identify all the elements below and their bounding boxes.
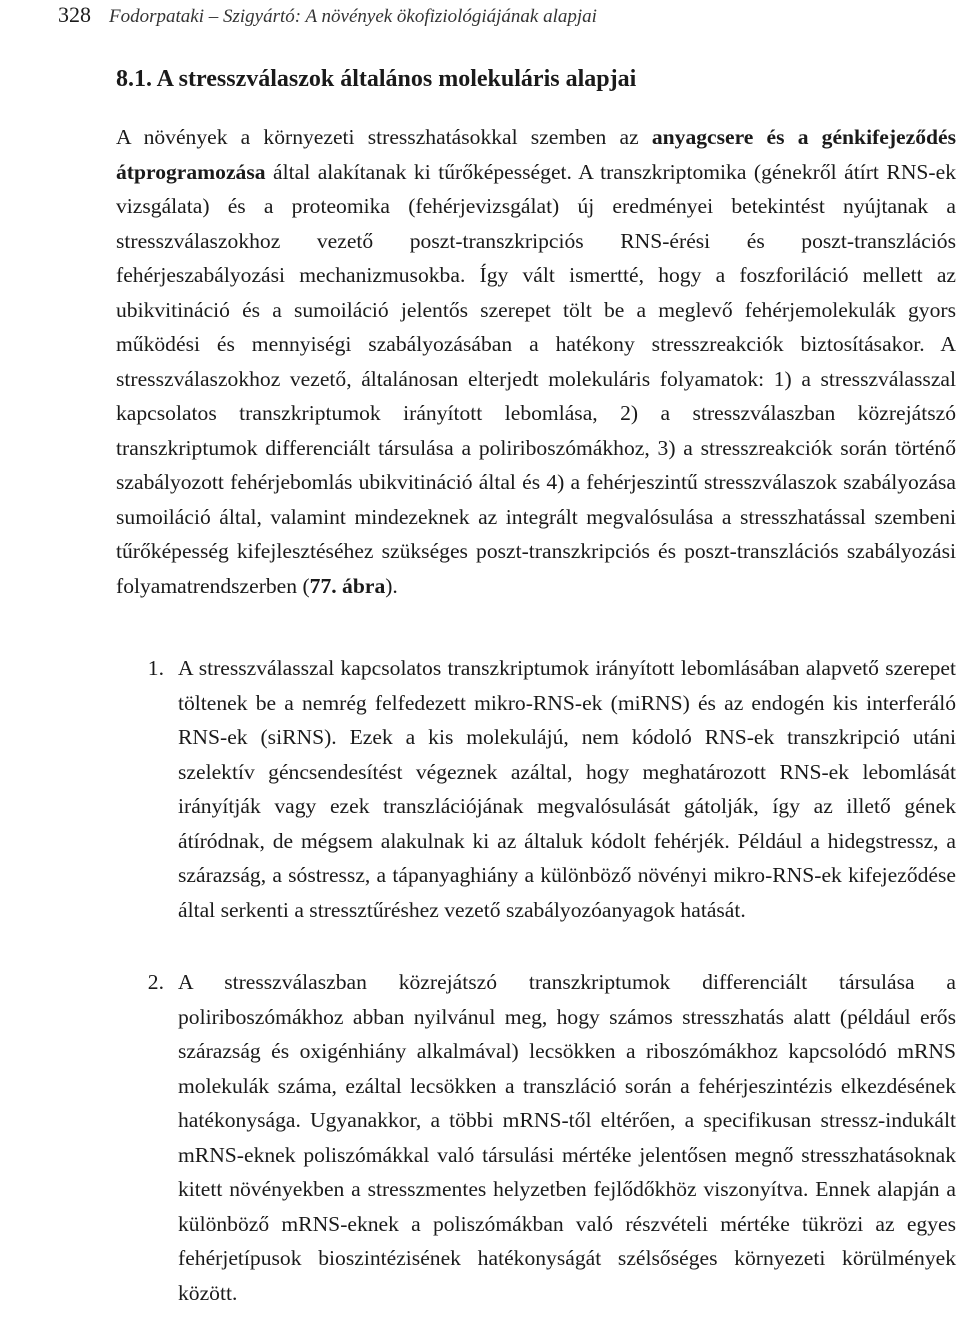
list-item-number: 2. [147, 970, 164, 994]
page-number: 328 [58, 2, 91, 27]
running-title: Fodorpataki – Szigyártó: A növények ökofiziológiájának alapjai [109, 6, 597, 27]
paragraph-text-2: által alakítanak ki tűrőképességet. A transzkriptomika (génekről átírt RNS-ek vizsgálata) és a proteomika (fehérjevizsgálat) új eredményei betekintést nyújtanak a stresszválaszokhoz vezető poszt-transzkripciós RNS-érési és poszt-transzlációs fehérjeszabályozási mechanizmusokba. Így vált ismertté, hogy a foszforiláció mellett az ubikvitináció és a sumoiláció jelentős szerepet tölt be a meglevő fehérjemolekulák gyors működési és mennyiségi szabályozásában a hatékony stresszreakciók biztosításakor. A stresszválaszokhoz vezető, általánosan elterjedt molekuláris folyamatok: 1) a stresszválasszal kapcsolatos transzkriptumok irányított lebomlása, 2) a stresszválaszban közrejátszó transzkriptumok differenciált társulása a poliriboszómákhoz, 3) a stresszreakciók során történő szabályozott fehérjebomlás ubikvitináció által és 4) a fehérjeszintű stresszválaszok szabályozása sumoiláció által, valamint mindezeknek az integrált megvalósulása a stresszhatással szembeni tűrőképesség kifejlesztéséhez szükséges poszt-transzkripciós és poszt-transzlációs szabályozási folyamatrendszerben ( [116, 159, 956, 598]
paragraph-text-3: ). [385, 573, 398, 598]
paragraph-bold-term: anyagcsere és a génkifejeződés átprogramozása [116, 125, 956, 184]
list-item-text: A stresszválasszal kapcsolatos transzkriptumok irányított lebomlásában alapvető szerepet töltenek be a nemrég felfedezett mikro-RNS-ek (miRNS) és az endogén kis interferáló RNS-ek (siRNS). Ezek a kis molekulájú, nem kódoló RNS-ek transzkripció utáni szelektív géncsendesítést végeznek azáltal, hogy meghatározott RNS-ek lebomlását irányítják vagy ezek transzlációjának megvalósulását gátolják, így az illető gének átíródnak, de mégsem alakulnak ki az általuk kódolt fehérjék. Például a hidegstressz, a szárazság, a sóstressz, a tápanyaghiány a különböző növényi mikro-RNS-ek kifejeződése által serkenti a stressztűréshez vezető szabályozóanyagok hatását. [178, 656, 956, 922]
list-item-number: 1. [147, 656, 164, 680]
body-paragraph [116, 120, 956, 603]
list-item-text: A stresszválaszban közrejátszó transzkriptumok differenciált társulása a poliriboszómákhoz abban nyilvánul meg, hogy számos stresszhatás alatt (például erős szárazság és oxigénhiány alkalmával) lecsökken a riboszómákhoz kapcsolódó mRNS molekulák száma, ezáltal lecsökken a transzláció során a fehérjeszintézis elkezdésének hatékonysága. Ugyanakkor, a többi mRNS-től eltérően, a specifikusan stressz-indukált mRNS-eknek poliszómákkal való társulási mértéke jelentősen megnő stresszhatásoknak kitett növényekben a stresszmentes helyzetben fejlődőkhöz viszonyítva. Ennek alapján a különböző mRNS-eknek a poliszómákban való részvételi mértéke tükrözi az egyes fehérjetípusok bioszintézisének hatékonyságát szélsőséges környezeti körülmények között. [178, 970, 956, 1305]
list-item [116, 965, 956, 1310]
figure-reference: 77. ábra [309, 573, 386, 598]
section-heading: 8.1. A stresszválaszok általános molekuláris alapjai [116, 66, 637, 92]
list-item [116, 651, 956, 927]
numbered-list-item-1-container [116, 651, 956, 927]
numbered-list-item-2-container [116, 965, 956, 1310]
page-header [58, 0, 597, 30]
paragraph-text-1: A növények a környezeti stresszhatásokkal szemben az [116, 125, 652, 149]
